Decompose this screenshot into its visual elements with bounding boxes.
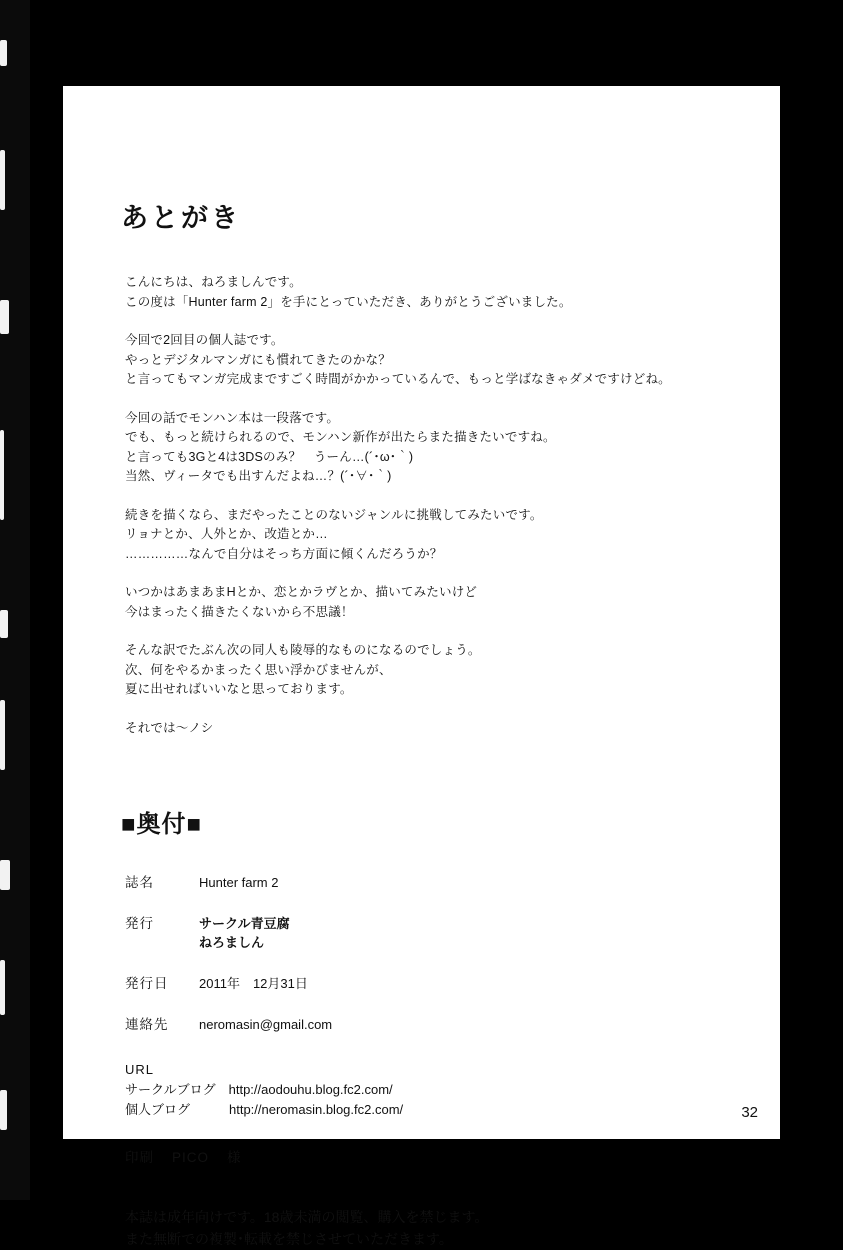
colophon-row-contact [125, 1015, 735, 1034]
colophon-label: 発行 [125, 916, 154, 931]
personal-blog-url: 個人ブログ http://neromasin.blog.fc2.com/ [125, 1102, 404, 1117]
afterword-paragraph [125, 273, 735, 312]
colophon-value [199, 914, 290, 952]
text-line: でも、もっと続けられるので、モンハン新作が出たらまた描きたいですね。 [125, 430, 556, 444]
text-line: ……………なんで自分はそっち方面に傾くんだろうか？ [125, 546, 443, 561]
afterword-paragraph [125, 409, 735, 487]
text-line: サークル青豆腐 [199, 916, 290, 931]
text-line: いつかはあまあまHとか、恋とかラヴとか、描いてみたいけど [125, 585, 478, 599]
text-line: やっとデジタルマンガにも慣れてきたのかな？ [125, 352, 391, 367]
colophon-row-title [125, 873, 735, 892]
afterword-paragraph [125, 506, 735, 565]
text-line: 続きを描くなら、まだやったことのないジャンルに挑戦してみたいです。 [125, 507, 543, 522]
printer-row [125, 1146, 735, 1166]
colophon-label: 連絡先 [125, 1017, 169, 1032]
colophon-value-email [199, 1015, 332, 1034]
afterword-paragraph [125, 583, 735, 622]
colophon-row-date [125, 974, 735, 993]
circle-blog-url: サークルブログ http://aodouhu.blog.fc2.com/ [125, 1082, 393, 1097]
afterword-paragraph [125, 641, 735, 700]
printer-honorific: 様 [227, 1150, 242, 1165]
scan-edge-left [0, 0, 30, 1200]
colophon-label: 発行日 [125, 976, 169, 991]
document-page [63, 86, 780, 1247]
text-line: ねろましん [199, 935, 265, 950]
page-content [115, 196, 735, 1250]
text-line: この度は「Hunter farm 2」を手にとっていただき、ありがとうございました。 [125, 294, 572, 309]
text-line: 今回で2回目の個人誌です。 [125, 333, 284, 347]
printer-label: 印刷 [125, 1150, 154, 1165]
text-line: と言っても3Gと4は3DSのみ？ うーん…(´･ω･｀) [125, 449, 414, 464]
text-line: 今回の話でモンハン本は一段落です。 [125, 410, 340, 425]
text-line: 本誌は成年向けです。18歳未満の閲覧、購入を禁じます。 [125, 1209, 489, 1225]
text-line: 今はまったく描きたくないから不思議！ [125, 604, 354, 619]
text-line: と言ってもマンガ完成まですごく時間がかかっているんで、もっと学ばなきゃダメですけどね。 [125, 372, 671, 386]
colophon-value [199, 974, 308, 993]
page-number: 32 [741, 1104, 758, 1121]
colophon-row-publisher [125, 914, 735, 952]
afterword-title: あとがき [121, 203, 241, 233]
printer-name: PICO [172, 1150, 210, 1165]
text-line: それでは〜ノシ [125, 720, 214, 735]
text-line: neromasin@gmail.com [199, 1017, 333, 1032]
text-line: また無断での複製･転載を禁じさせていただきます。 [125, 1231, 453, 1247]
afterword-paragraph [125, 331, 735, 390]
text-line: 2011年 12月31日 [199, 976, 308, 991]
text-line: 次、何をやるかまったく思い浮かびませんが、 [125, 662, 392, 677]
colophon-value [199, 873, 278, 892]
colophon-label: 誌名 [125, 875, 154, 890]
text-line: リョナとか、人外とか、改造とか… [125, 527, 328, 541]
text-line: Hunter farm 2 [199, 875, 279, 890]
age-notice [125, 1206, 735, 1250]
colophon-table [125, 873, 735, 1034]
afterword-paragraph [125, 719, 735, 739]
text-line: 当然、ヴィータでも出すんだよね…？(´･∀･｀) [125, 469, 392, 483]
url-heading: URL [125, 1062, 155, 1077]
colophon-title: ■奥付■ [121, 811, 202, 838]
text-line: そんな訳でたぶん次の同人も陵辱的なものになるのでしょう。 [125, 643, 481, 657]
text-line: 夏に出せればいいなと思っております。 [125, 682, 353, 696]
url-block [125, 1060, 735, 1120]
text-line: こんにちは、ねろましんです。 [125, 275, 302, 289]
